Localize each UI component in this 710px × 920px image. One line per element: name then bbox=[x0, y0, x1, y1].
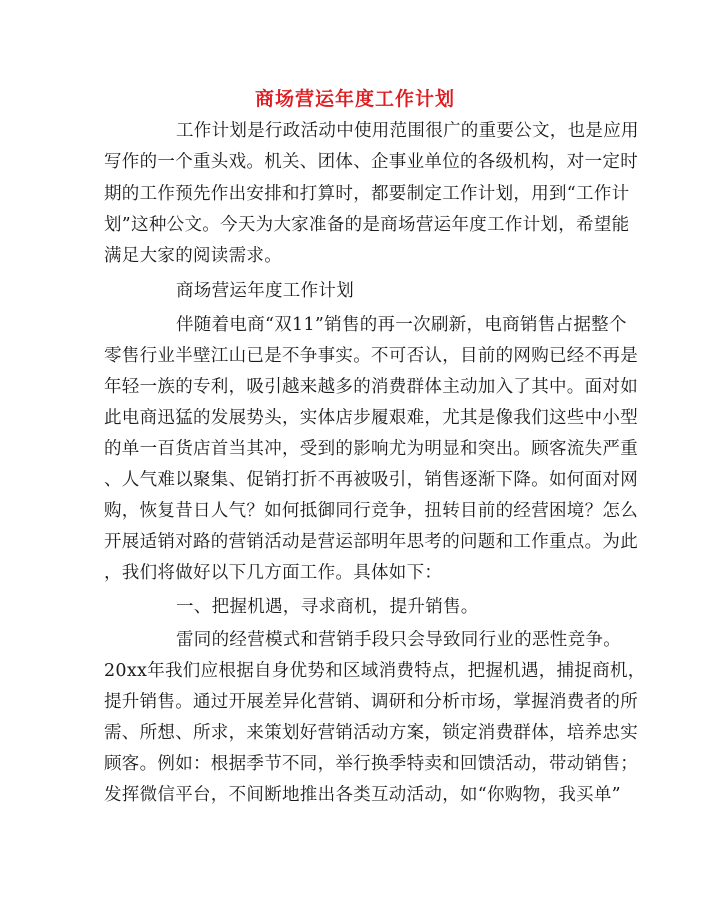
paragraph-line: 开展适销对路的营销活动是营运部明年思考的问题和工作重点。为此 bbox=[104, 532, 638, 552]
section-heading: 商场营运年度工作计划 bbox=[176, 281, 354, 301]
paragraph-line: 零售行业半壁江山已是不争事实。不可否认，目前的网购已经不再是 bbox=[104, 346, 638, 366]
paragraph-line: 期的工作预先作出安排和打算时，都要制定工作计划，用到“工作计 bbox=[104, 184, 630, 204]
paragraph-line: 雷同的经营模式和营销手段只会导致同行业的恶性竞争。 bbox=[176, 630, 621, 650]
paragraph-line: 工作计划是行政活动中使用范围很广的重要公文，也是应用 bbox=[176, 121, 639, 141]
paragraph-line: 发挥微信平台，不间断地推出各类互动活动，如“你购物，我买单” bbox=[104, 785, 621, 805]
paragraph-line: 满足大家的阅读需求。 bbox=[104, 246, 282, 266]
paragraph-line: 需、所想、所求，来策划好营销活动方案，锁定消费群体，培养忠实 bbox=[104, 723, 638, 743]
paragraph-line: 伴随着电商“双11”销售的再一次刷新，电商销售占据整个 bbox=[176, 315, 627, 335]
paragraph-line: 顾客。例如：根据季节不同，举行换季特卖和回馈活动，带动销售； bbox=[104, 754, 638, 774]
document-title: 商场营运年度工作计划 bbox=[254, 88, 455, 110]
paragraph-line: 写作的一个重头戏。机关、团体、企事业单位的各级机构，对一定时 bbox=[104, 152, 638, 172]
paragraph-line: 的单一百货店首当其冲，受到的影响尤为明显和突出。顾客流失严重 bbox=[104, 439, 638, 459]
paragraph-line: 购，恢复昔日人气？如何抵御同行竞争，扭转目前的经营困境？怎么 bbox=[104, 501, 638, 521]
paragraph-line: 20xx年我们应根据自身优势和区域消费特点，把握机遇，捕捉商机， bbox=[104, 661, 646, 681]
section-heading: 一、把握机遇，寻求商机，提升销售。 bbox=[176, 597, 479, 617]
paragraph-line: 此电商迅猛的发展势头，实体店步履艰难，尤其是像我们这些中小型 bbox=[104, 408, 638, 428]
paragraph-line: 提升销售。通过开展差异化营销、调研和分析市场，掌握消费者的所 bbox=[104, 692, 638, 712]
paragraph-line: 年轻一族的专利，吸引越来越多的消费群体主动加入了其中。面对如 bbox=[104, 377, 638, 397]
paragraph-line: 、人气难以聚集、促销打折不再被吸引，销售逐渐下降。如何面对网 bbox=[104, 470, 638, 490]
paragraph-line: ，我们将做好以下几方面工作。具体如下： bbox=[104, 563, 443, 583]
paragraph-line: 划”这种公文。今天为大家准备的是商场营运年度工作计划，希望能 bbox=[104, 215, 630, 235]
